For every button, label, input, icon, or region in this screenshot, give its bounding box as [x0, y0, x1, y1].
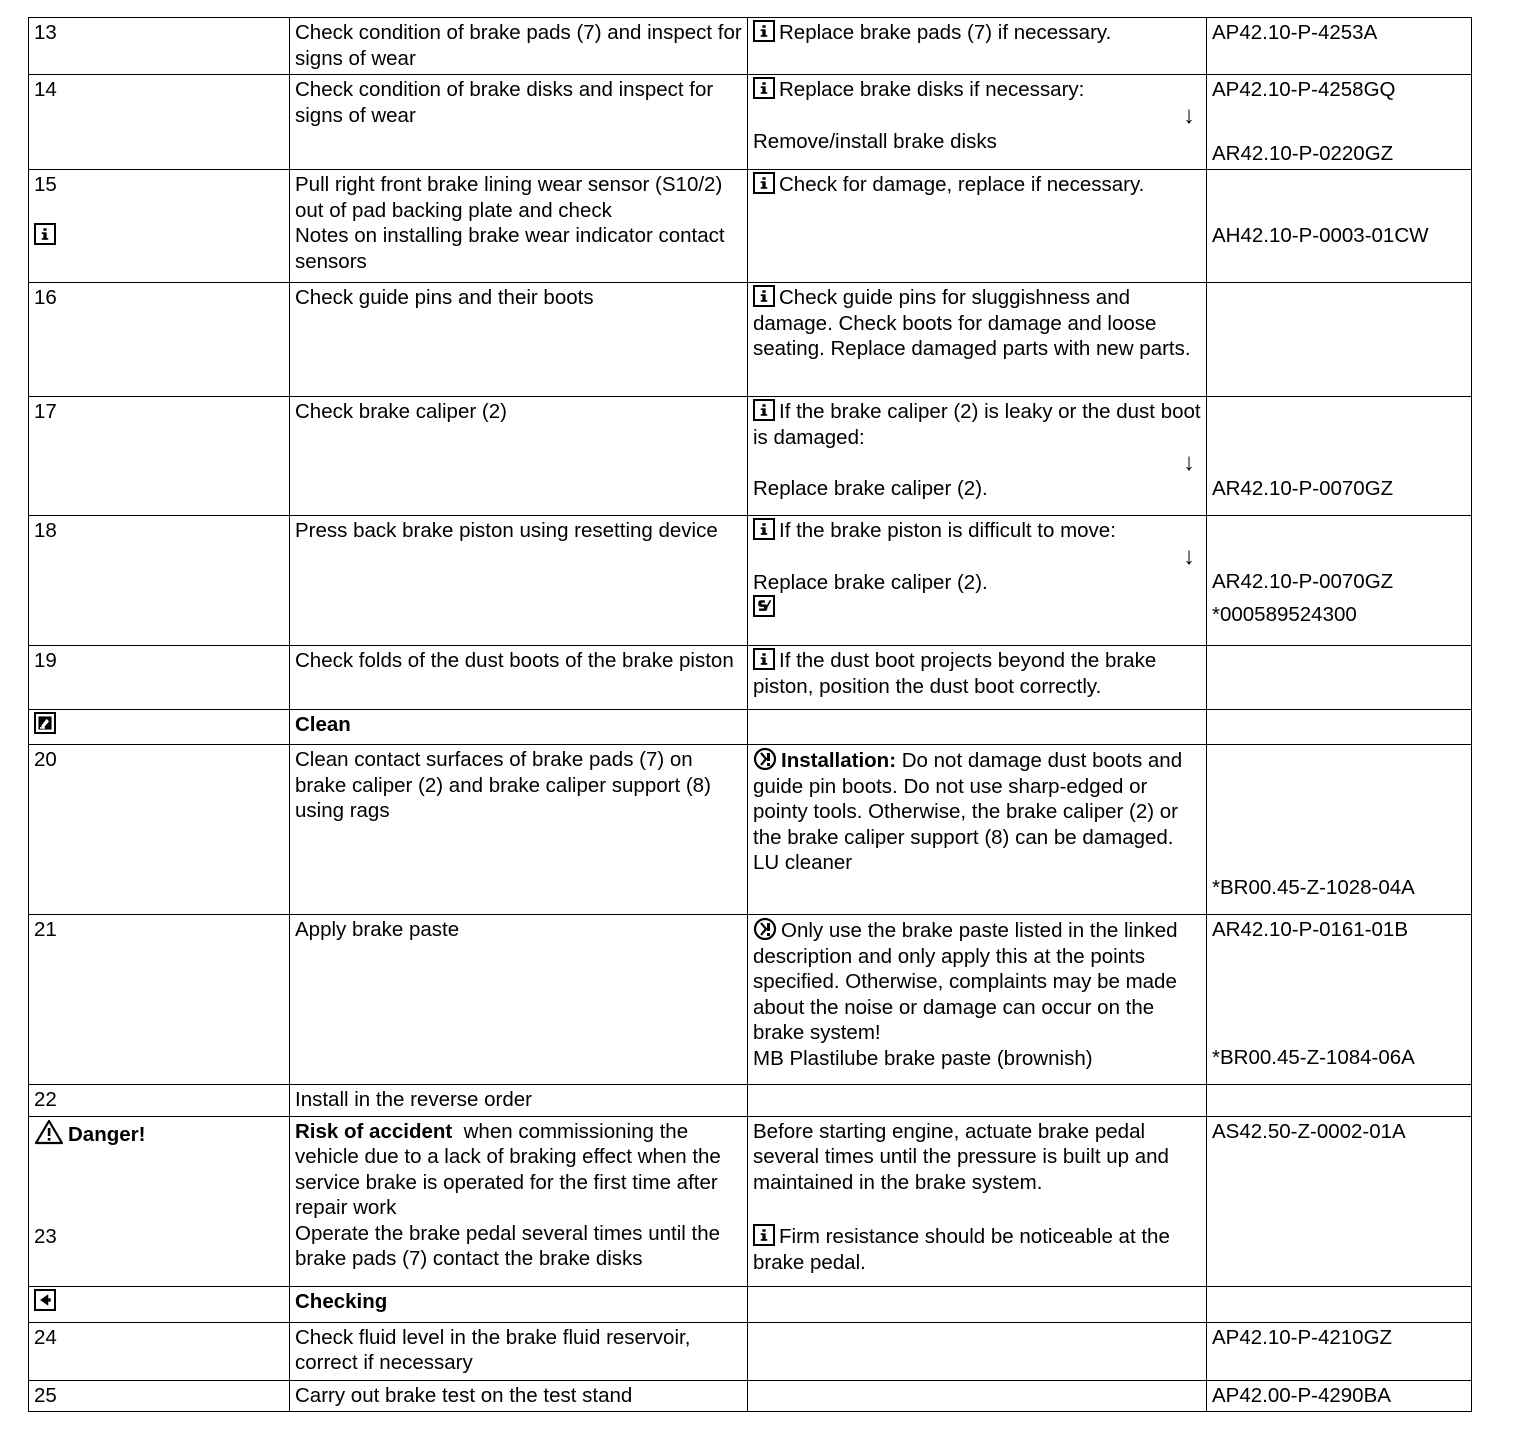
tool-number[interactable]: *000589524300 — [1212, 602, 1357, 626]
danger-text: when commissioning the vehicle due to a lack of braking effect when the service brake is operated for the first time after repair work — [295, 1119, 721, 1219]
note-cell — [748, 397, 1207, 516]
note-text: If the brake caliper (2) is leaky or the dust boot is damaged: — [753, 400, 1201, 449]
step-number: 13 — [29, 18, 290, 75]
table-row — [29, 283, 1472, 397]
note-text: Replace brake disks if necessary: — [779, 78, 1085, 101]
table-row — [29, 1322, 1472, 1380]
step-number: Danger! 23 — [29, 1116, 290, 1286]
note-cell — [748, 646, 1207, 710]
action-text: Check folds of the dust boots of the brake piston — [290, 646, 748, 710]
ref-link[interactable]: AR42.10-P-0070GZ — [1212, 570, 1394, 593]
info-icon — [753, 518, 775, 540]
action-text: Pull right front brake lining wear sensor (S10/2) out of pad backing plate and check Notes on installing brake wear indicator contact sensors — [290, 170, 748, 283]
note-text: Firm resistance should be noticeable at the brake pedal. — [753, 1225, 1170, 1274]
section-row — [29, 1286, 1472, 1322]
caution-icon — [753, 917, 777, 941]
table-row — [29, 170, 1472, 283]
procedure-table — [28, 17, 1472, 1412]
step-number: 15 — [29, 170, 290, 283]
danger-label: Danger! — [68, 1122, 146, 1146]
note-text: Do not damage dust boots and guide pin boots. Do not use sharp-edged or pointy tools. Otherwise, the brake caliper (2) or the brake caliper support (8) can be damaged. — [753, 749, 1183, 849]
ref-link[interactable]: *BR00.45-Z-1028-04A — [1212, 876, 1415, 899]
step-number: 16 — [29, 283, 290, 397]
warning-triangle-icon — [34, 1119, 64, 1145]
note-text: If the dust boot projects beyond the brake piston, position the dust boot correctly. — [753, 649, 1157, 698]
section-title: Checking — [290, 1286, 748, 1322]
action-text: Check condition of brake pads (7) and inspect for signs of wear — [290, 18, 748, 75]
info-icon — [753, 399, 775, 421]
info-icon — [34, 223, 56, 245]
step-number: 20 — [29, 745, 290, 915]
step-number: 25 — [29, 1380, 290, 1412]
table-row — [29, 915, 1472, 1085]
danger-title: Risk of accident — [295, 1119, 453, 1143]
action-text: Apply brake paste — [290, 915, 748, 1085]
table-row — [29, 516, 1472, 646]
step-number: 14 — [29, 75, 290, 170]
action-text: Check brake caliper (2) — [290, 397, 748, 516]
ref-link[interactable]: AP42.10-P-4258GQ — [1212, 78, 1396, 101]
table-row — [29, 646, 1472, 710]
consumable-text: MB Plastilube brake paste (brownish) — [753, 1046, 1093, 1070]
table-row — [29, 1380, 1472, 1412]
section-icon-cell — [29, 710, 290, 745]
ref-link[interactable]: AP42.00-P-4290BA — [1207, 1380, 1472, 1412]
checking-icon — [34, 1289, 56, 1311]
ref-link[interactable]: AR42.10-P-0070GZ — [1212, 477, 1394, 500]
ref-cell — [1207, 283, 1472, 397]
ref-cell — [1207, 170, 1472, 283]
step-number: 21 — [29, 915, 290, 1085]
note-link-text: Replace brake caliper (2). — [753, 570, 988, 594]
ref-link[interactable]: AP42.10-P-4210GZ — [1207, 1322, 1472, 1380]
ref-link[interactable]: AH42.10-P-0003-01CW — [1212, 224, 1429, 247]
step-number: 17 — [29, 397, 290, 516]
ref-cell — [1207, 745, 1472, 915]
note-link-text: Remove/install brake disks — [753, 129, 997, 153]
clean-icon — [34, 712, 56, 734]
note-text: Check for damage, replace if necessary. — [779, 173, 1145, 196]
table-row — [29, 1116, 1472, 1286]
arrow-down-icon: ↓ — [1183, 542, 1195, 570]
ref-cell — [1207, 75, 1472, 170]
arrow-down-icon: ↓ — [1183, 101, 1195, 129]
note-cell — [748, 283, 1207, 397]
ref-link[interactable]: AS42.50-Z-0002-01A — [1207, 1116, 1472, 1286]
ref-cell — [1207, 397, 1472, 516]
action-text: Check condition of brake disks and inspect for signs of wear — [290, 75, 748, 170]
note-link-text: Replace brake caliper (2). — [753, 477, 988, 500]
note-text: If the brake piston is difficult to move: — [779, 519, 1116, 542]
step-number: 24 — [29, 1322, 290, 1380]
note-cell — [748, 75, 1207, 170]
ref-cell — [1207, 516, 1472, 646]
ref-link[interactable]: AR42.10-P-0220GZ — [1212, 141, 1394, 165]
info-icon — [753, 172, 775, 194]
table-row — [29, 18, 1472, 75]
note-cell — [748, 915, 1207, 1085]
notes-link[interactable]: Notes on installing brake wear indicator contact sensors — [295, 224, 725, 273]
note-text: Check guide pins for sluggishness and damage. Check boots for damage and loose seating. Replace damaged parts with new parts. — [753, 286, 1191, 360]
table-row — [29, 745, 1472, 915]
note-cell — [748, 18, 1207, 75]
note-cell — [748, 170, 1207, 283]
action-text: Clean contact surfaces of brake pads (7) on brake caliper (2) and brake caliper support (8) using rags — [290, 745, 748, 915]
step-number: 18 — [29, 516, 290, 646]
ref-cell — [1207, 646, 1472, 710]
info-icon — [753, 1224, 775, 1246]
table-row — [29, 75, 1472, 170]
arrow-down-icon: ↓ — [1183, 449, 1195, 476]
ref-link[interactable]: AR42.10-P-0161-01B — [1212, 918, 1409, 941]
info-icon — [753, 20, 775, 42]
caution-icon — [753, 747, 777, 771]
info-icon — [753, 285, 775, 307]
ref-cell — [1207, 915, 1472, 1085]
action-text: Carry out brake test on the test stand — [290, 1380, 748, 1412]
step-number: 19 — [29, 646, 290, 710]
special-tool-icon — [753, 595, 775, 617]
action-text: Install in the reverse order — [290, 1085, 748, 1117]
section-title: Clean — [290, 710, 748, 745]
table-row — [29, 1085, 1472, 1117]
section-icon-cell — [29, 1286, 290, 1322]
action-text: Check fluid level in the brake fluid reservoir, correct if necessary — [290, 1322, 748, 1380]
ref-link[interactable]: AP42.10-P-4253A — [1207, 18, 1472, 75]
note-text: Only use the brake paste listed in the linked description and only apply this at the points specified. Otherwise, complaints may be made about the noise or damage can occur on the brake system! — [753, 919, 1178, 1044]
consumable-text: LU cleaner — [753, 851, 853, 874]
note-label: Installation: — [781, 749, 897, 772]
section-row — [29, 710, 1472, 745]
table-row — [29, 397, 1472, 516]
action-text: Press back brake piston using resetting device — [290, 516, 748, 646]
info-icon — [753, 77, 775, 99]
note-cell — [748, 1116, 1207, 1286]
info-icon — [753, 648, 775, 670]
ref-link[interactable]: *BR00.45-Z-1084-06A — [1212, 1045, 1415, 1069]
note-cell — [748, 745, 1207, 915]
note-text: Before starting engine, actuate brake pedal several times until the pressure is built up and maintained in the brake system. — [753, 1119, 1169, 1194]
note-text: Replace brake pads (7) if necessary. — [779, 21, 1112, 44]
action-text: Risk of accident when commissioning the vehicle due to a lack of braking effect when the service brake is operated for the first time after repair work Operate the brake pedal several times until the brake pads (7) contact the brake disks — [290, 1116, 748, 1286]
step-number: 22 — [29, 1085, 290, 1117]
note-cell — [748, 516, 1207, 646]
action-text: Check guide pins and their boots — [290, 283, 748, 397]
